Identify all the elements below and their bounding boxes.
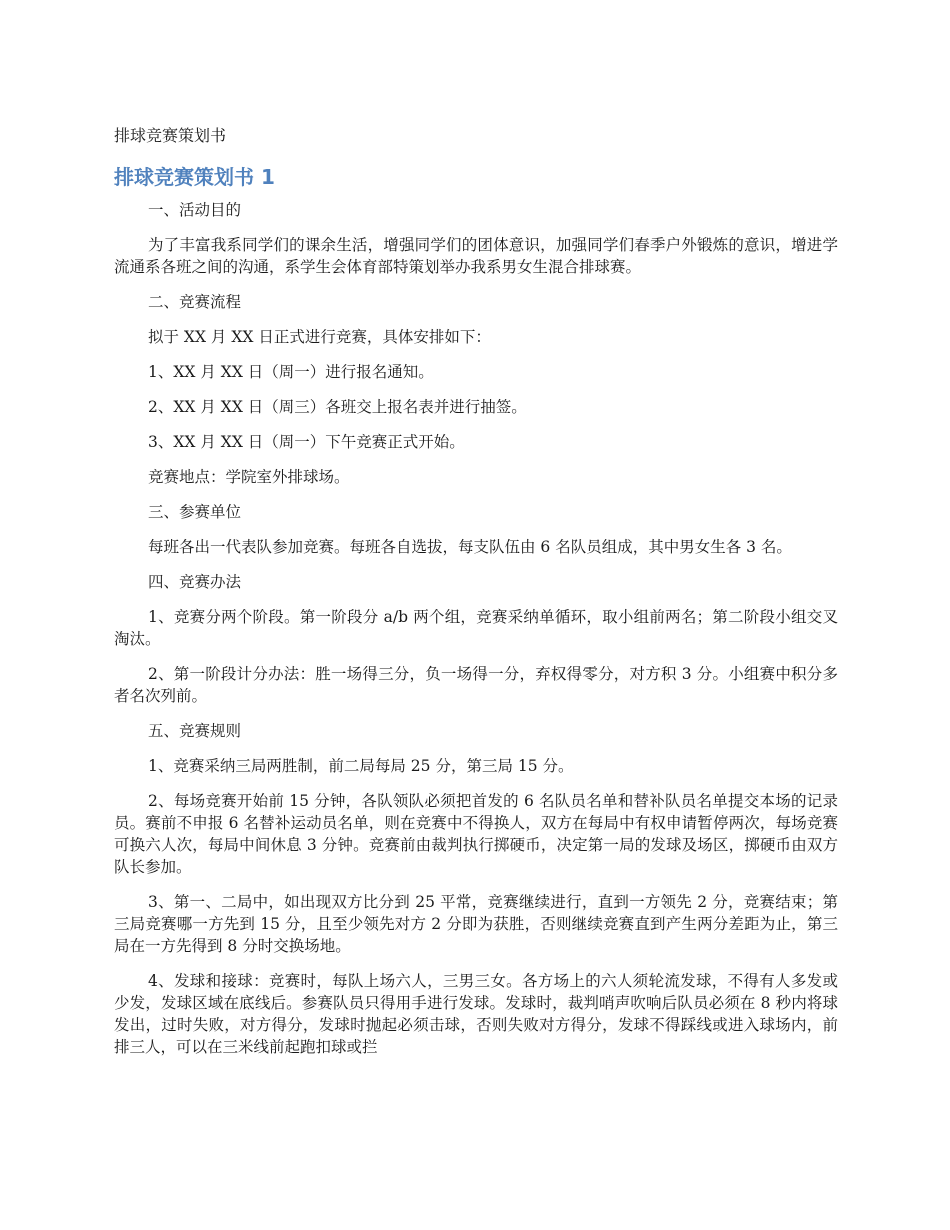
paragraph: 4、发球和接球：竞赛时，每队上场六人，三男三女。各方场上的六人须轮流发球，不得有人多发或少发，发球区域在底线后。参赛队员只得用手进行发球。发球时，裁判哨声吹响后队员必须在 8 秒内将球发出，过时失败，对方得分，发球时抛起必须击球，否则失败对方得分，发球不得踩线或进入球场内，前排三人，可以在三米线前起跑扣球或拦 — [114, 972, 838, 1056]
paragraph: 五、竞赛规则 — [148, 722, 242, 740]
paragraph: 为了丰富我系同学们的课余生活，增强同学们的团体意识，加强同学们春季户外锻炼的意识，增进学流通系各班之间的沟通，系学生会体育部特策划举办我系男女生混合排球赛。 — [114, 236, 838, 276]
paragraph: 1、竞赛分两个阶段。第一阶段分 a/b 两个组，竞赛采纳单循环，取小组前两名；第二阶段小组交叉淘汰。 — [114, 608, 838, 648]
paragraph: 3、第一、二局中，如出现双方比分到 25 平常，竞赛继续进行，直到一方领先 2 分，竞赛结束；第三局竞赛哪一方先到 15 分，且至少领先对方 2 分即为获胜，否则继续竞赛直到产生两分差距为止，第三局在一方先得到 8 分时交换场地。 — [114, 893, 838, 955]
paragraph: 一、活动目的 — [148, 201, 242, 219]
paragraph: 竞赛地点：学院室外排球场。 — [148, 468, 350, 486]
paragraph: 三、参赛单位 — [148, 503, 242, 521]
paragraph: 2、XX 月 XX 日（周三）各班交上报名表并进行抽签。 — [148, 398, 527, 416]
paragraph: 3、XX 月 XX 日（周一）下午竞赛正式开始。 — [148, 433, 465, 451]
document-title: 排球竞赛策划书 — [114, 126, 227, 145]
paragraph: 二、竞赛流程 — [148, 293, 242, 311]
paragraph: 1、竞赛采纳三局两胜制，前二局每局 25 分，第三局 15 分。 — [148, 757, 574, 775]
paragraph: 2、第一阶段计分办法：胜一场得三分，负一场得一分，弃权得零分，对方积 3 分。小组赛中积分多者名次列前。 — [114, 665, 838, 705]
paragraph: 每班各出一代表队参加竞赛。每班各自选拔，每支队伍由 6 名队员组成，其中男女生各 3 名。 — [148, 538, 792, 556]
paragraph: 2、每场竞赛开始前 15 分钟，各队领队必须把首发的 6 名队员名单和替补队员名单提交本场的记录员。赛前不申报 6 名替补运动员名单，则在竞赛中不得换人，双方在每局中有权申请暂停两次，每场竞赛可换六人次，每局中间休息 3 分钟。竞赛前由裁判执行掷硬币，决定第一局的发球及场区，掷硬币由双方队长参加。 — [114, 792, 838, 876]
paragraph: 拟于 XX 月 XX 日正式进行竞赛，具体安排如下： — [148, 328, 491, 346]
document-body — [114, 199, 838, 1071]
paragraph: 四、竞赛办法 — [148, 573, 242, 591]
paragraph: 1、XX 月 XX 日（周一）进行报名通知。 — [148, 363, 434, 381]
section-heading: 排球竞赛策划书 1 — [114, 165, 275, 189]
